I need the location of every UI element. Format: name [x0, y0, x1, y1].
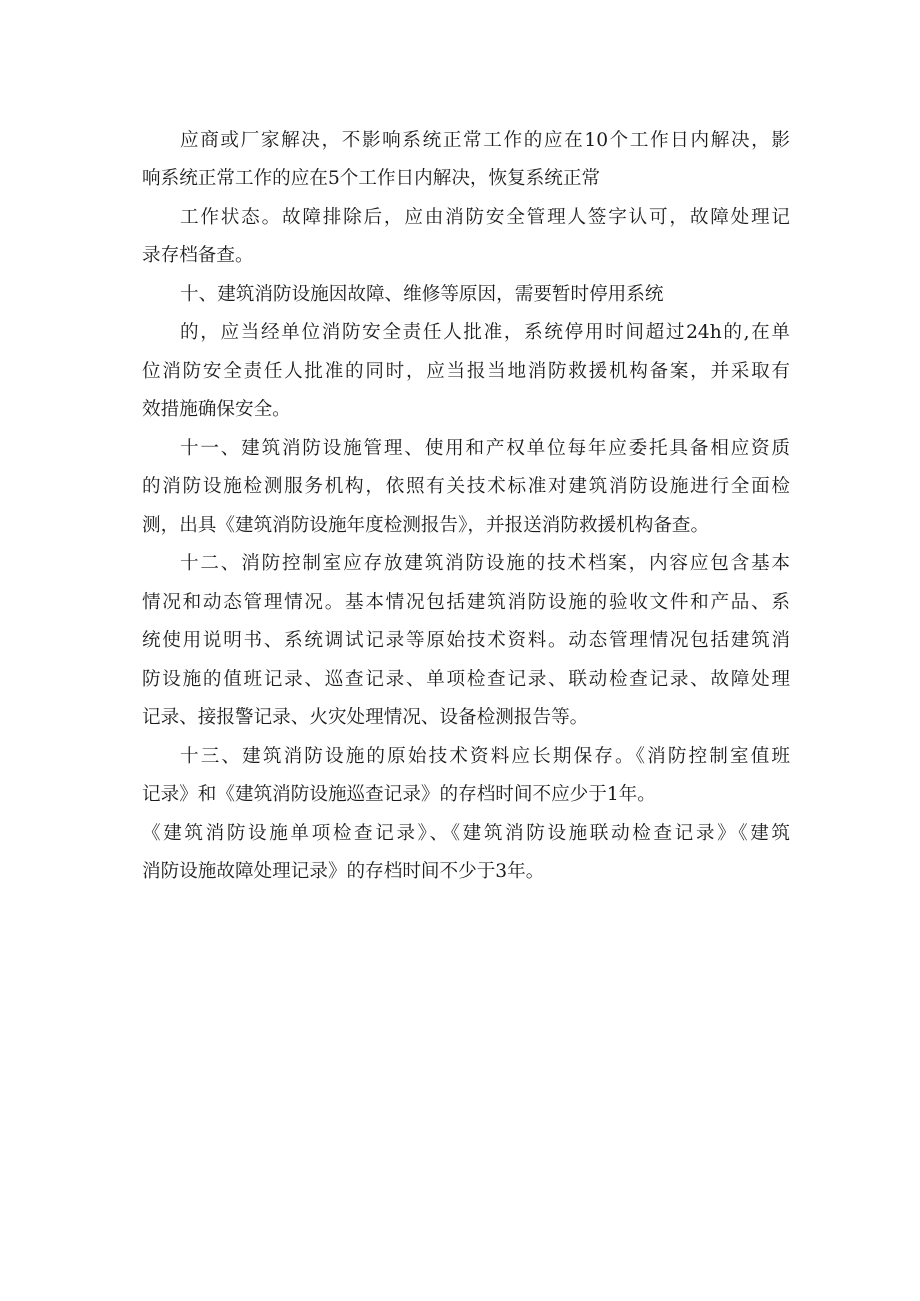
text-line: 情况和动态管理情况。基本情况包括建筑消防设施的验收文件和产品、系 [142, 592, 790, 613]
text-line: 十三、建筑消防设施的原始技术资料应长期保存。《消防控制室值班 [180, 746, 790, 767]
text-line: 十二、消防控制室应存放建筑消防设施的技术档案，内容应包含基本 [180, 553, 790, 574]
text-line: 《建筑消防设施单项检查记录》、《建筑消防设施联动检查记录》《建筑 [142, 823, 790, 844]
text-line: 的消防设施检测服务机构，依照有关技术标准对建筑消防设施进行全面检 [142, 476, 790, 497]
text-line: 统使用说明书、系统调试记录等原始技术资料。动态管理情况包括建筑消 [142, 630, 790, 651]
text-line: 十、建筑消防设施因故障、维修等原因，需要暂时停用系统 [180, 284, 664, 305]
text-line: 记录、接报警记录、火灾处理情况、设备检测报告等。 [142, 707, 589, 728]
text-line: 防设施的值班记录、巡查记录、单项检查记录、联动检查记录、故障处理 [142, 669, 790, 690]
text-line: 位消防安全责任人批准的同时，应当报当地消防救援机构备案，并采取有 [142, 361, 790, 382]
text-line: 十一、建筑消防设施管理、使用和产权单位每年应委托具备相应资质 [180, 438, 790, 459]
text-line: 效措施确保安全。 [142, 399, 291, 420]
text-line: 测，出具《建筑消防设施年度检测报告》，并报送消防救援机构备查。 [142, 515, 710, 536]
text-line: 记录》和《建筑消防设施巡查记录》的存档时间不应少于1年。 [142, 784, 656, 805]
text-line: 响系统正常工作的应在5个工作日内解决，恢复系统正常 [142, 168, 601, 189]
text-line: 工作状态。故障排除后，应由消防安全管理人签字认可，故障处理记 [180, 207, 790, 228]
text-line: 录存档备查。 [142, 245, 254, 266]
text-line: 应商或厂家解决，不影响系统正常工作的应在10个工作日内解决，影 [180, 130, 790, 151]
text-line: 的，应当经单位消防安全责任人批准，系统停用时间超过24h的,在单 [180, 322, 790, 343]
text-line: 消防设施故障处理记录》的存档时间不少于3年。 [142, 861, 545, 882]
